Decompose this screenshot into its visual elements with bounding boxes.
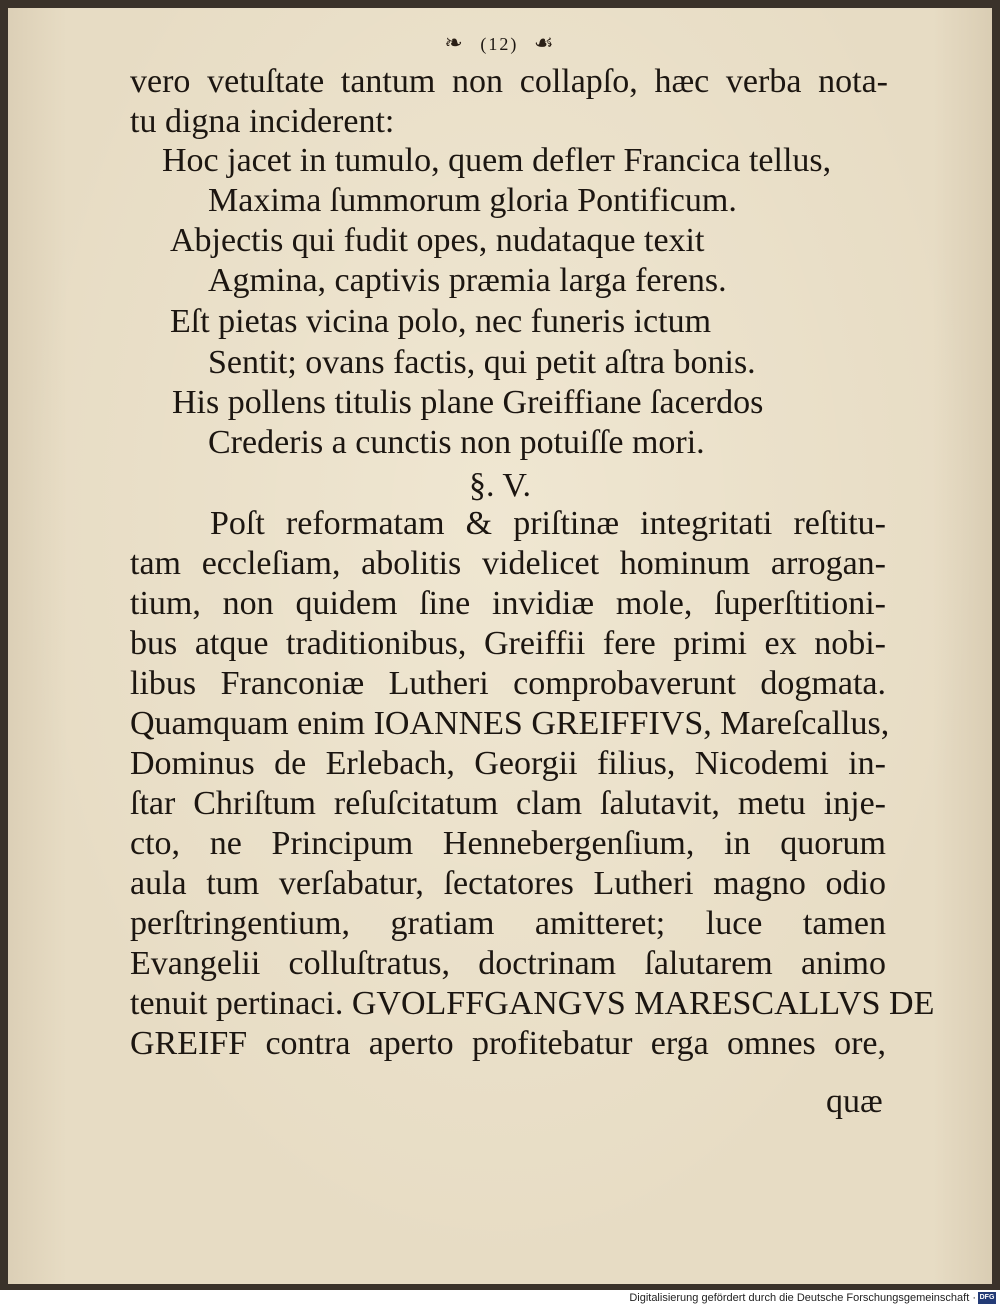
paragraph-line: Poſt reformatam & priſtinæ integritati reſtitu- xyxy=(210,505,886,542)
poem-line: Abjectis qui fudit opes, nudataque texit xyxy=(170,222,705,259)
poem-line: Sentit; ovans factis, qui petit aſtra bonis. xyxy=(208,344,756,381)
paragraph-line: GREIFF contra aperto profitebatur erga omnes ore, xyxy=(130,1025,886,1062)
dfg-logo-icon: DFG xyxy=(978,1292,996,1304)
body-line: tu digna inciderent: xyxy=(130,103,395,140)
digitization-credit-bar xyxy=(0,1290,1000,1307)
book-page xyxy=(8,8,992,1284)
paragraph-line: ſtar Chriſtum reſuſcitatum clam ſalutavit, metu inje- xyxy=(130,785,886,822)
section-heading: §. V. xyxy=(468,467,532,504)
digitization-credit: Digitalisierung gefördert durch die Deutsche Forschungsgemeinschaft · xyxy=(629,1292,976,1304)
ornament-left-icon: ❧ xyxy=(444,30,465,55)
paragraph-line: tenuit pertinaci. GVOLFFGANGVS MARESCALLVS DE xyxy=(130,985,935,1022)
poem-line: Eſt pietas vicina polo, nec funeris ictum xyxy=(170,303,712,340)
poem-line: Hoc jacet in tumulo, quem defleт Francica tellus, xyxy=(162,142,832,179)
body-line: vero vetuſtate tantum non collapſo, hæc verba nota- xyxy=(130,63,888,100)
paragraph-line: tium, non quidem ſine invidiæ mole, ſuperſtitioni- xyxy=(130,585,886,622)
poem-line: Maxima ſummorum gloria Pontificum. xyxy=(208,182,737,219)
paragraph-line: cto, ne Principum Hennebergenſium, in quorum xyxy=(130,825,886,862)
running-head xyxy=(8,30,992,56)
paragraph-line: Dominus de Erlebach, Georgii filius, Nicodemi in- xyxy=(130,745,886,782)
page-number: (12) xyxy=(480,34,519,54)
paragraph-line: libus Franconiæ Lutheri comprobaverunt dogmata. xyxy=(130,665,886,702)
poem-line: His pollens titulis plane Greiffiane ſacerdos xyxy=(172,384,764,421)
paragraph-line: aula tum verſabatur, ſectatores Lutheri magno odio xyxy=(130,865,886,902)
catchword: quæ xyxy=(826,1083,883,1120)
poem-line: Crederis a cunctis non potuiſſe mori. xyxy=(208,424,705,461)
paragraph-line: bus atque traditionibus, Greiffii fere primi ex nobi- xyxy=(130,625,886,662)
paragraph-line: Evangelii colluſtratus, doctrinam ſalutarem animo xyxy=(130,945,886,982)
paragraph-line: Quamquam enim IOANNES GREIFFIVS, Mareſcallus, xyxy=(130,705,890,742)
poem-line: Agmina, captivis præmia larga ferens. xyxy=(208,262,727,299)
ornament-right-icon: ☙ xyxy=(533,30,556,55)
paragraph-line: perſtringentium, gratiam amitteret; luce tamen xyxy=(130,905,886,942)
paragraph-line: tam eccleſiam, abolitis videlicet hominum arrogan- xyxy=(130,545,886,582)
